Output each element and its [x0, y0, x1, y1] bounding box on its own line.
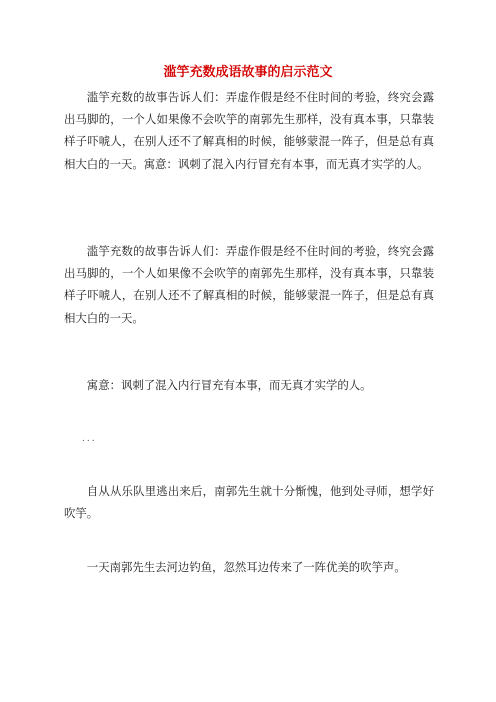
paragraph-4: 自从从乐队里逃出来后，南郭先生就十分惭愧，他到处寻师，想学好吹竽。 [64, 484, 434, 521]
paragraph-2: 滥竽充数的故事告诉人们：弄虚作假是经不住时间的考验，终究会露出马脚的，一个人如果像不会吹竽的南郭先生那样，没有真本事，只靠装样子吓唬人，在别人还不了解真相的时候，能够蒙混一阵子，但是总有真相大白的一天。 [64, 244, 434, 325]
ellipsis: ... [82, 434, 97, 444]
document-title: 滥竽充数成语故事的启示范文 [163, 65, 333, 80]
paragraph-1: 滥竽充数的故事告诉人们：弄虚作假是经不住时间的考验，终究会露出马脚的，一个人如果像不会吹竽的南郭先生那样，没有真本事，只靠装样子吓唬人，在别人还不了解真相的时候，能够蒙混一阵子，但是总有真相大白的一天。寓意：讽刺了混入内行冒充有本事，而无真才实学的人。 [64, 90, 434, 171]
paragraph-3: 寓意：讽刺了混入内行冒充有本事，而无真才实学的人。 [86, 378, 372, 392]
paragraph-5: 一天南郭先生去河边钓鱼，忽然耳边传来了一阵优美的吹竽声。 [86, 560, 406, 574]
